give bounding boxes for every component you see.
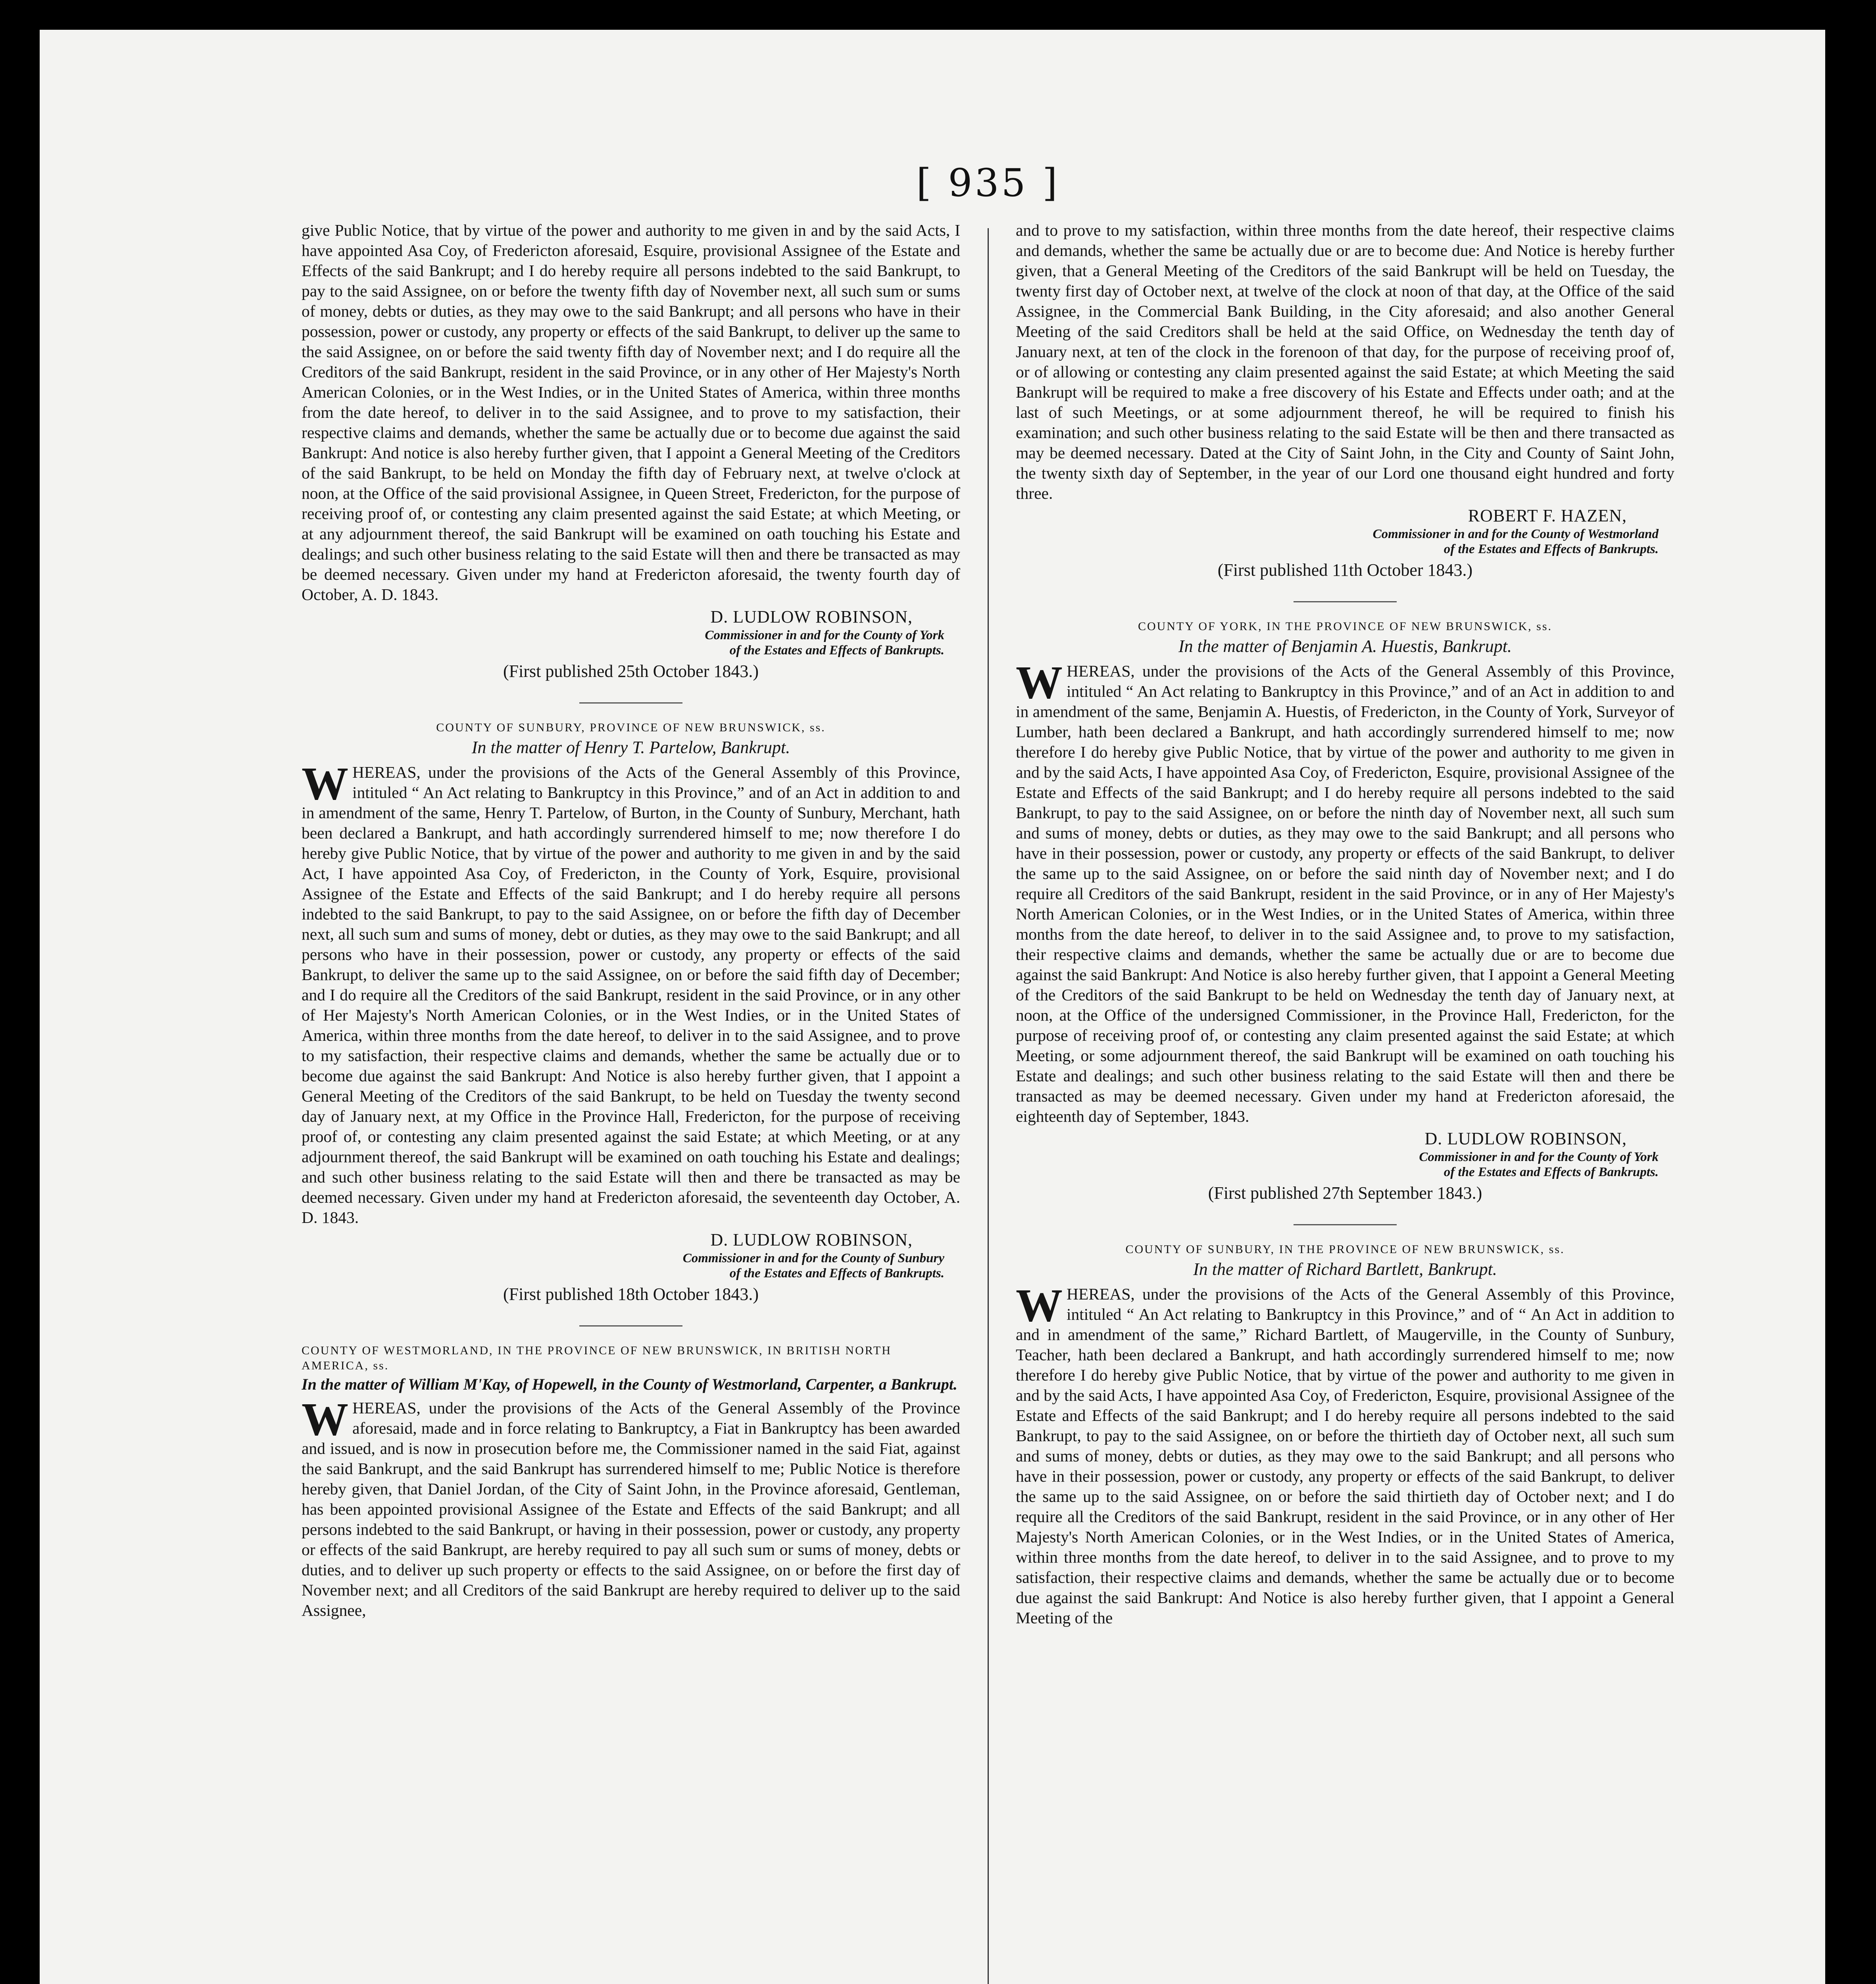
notice-body — [302, 1393, 960, 1621]
notice-body — [1016, 656, 1674, 1127]
notice-bartlett — [1016, 1242, 1674, 1628]
notice-robinson-york-continued — [302, 220, 960, 682]
publication-date: (First published 27th September 1843.) — [1208, 1183, 1482, 1203]
notice-text: HEREAS, under the provisions of the Acts of the General Assembly of this Province, intituled “ An Act relating to Bankruptcy in this Province,” and of an Act in addition to and in amendment of the same, Benjamin A. Huestis, of Fredericton, in the County of York, Surveyor of Lumber, hath been declared a Bankrupt, and hath accordingly surrendered himself to me; now therefore I do hereby give Public Notice, that by virtue of the power and authority to me given in and by the said Acts, I have appointed Asa Coy, of Fredericton, Esquire, provisional Assignee of the Estate and Effects of the said Bankrupt; and I do hereby require all persons indebted to the said Bankrupt, to pay to the said Assignee, on or before the ninth day of November next, all such sum and sums of money, debts or duties, as they may owe to the said Bankrupt; and all persons who have in their possession, power or custody, any property or effects of the said Bankrupt, to deliver the same up to the said Assignee, on or before the said ninth day of November next; and I do require all Creditors of the said Bankrupt, resident in the said Province, or in any of Her Majesty's North American Colonies, or in the West Indies, or in the United States of America, within three months from the date hereof, to deliver in to the said Assignee and, to prove to my satisfaction, their respective claims and demands, whether the same be actually due or are to become due against the said Bankrupt: And Notice is also hereby further given, that I appoint a General Meeting of the Creditors of the said Bankrupt to be held on Wednesday the tenth day of January next, at noon, at the Office of the undersigned Commissioner, in the Province Hall, Fredericton, for the purpose of receiving proof of, or contesting any claim presented against the said Estate; at which Meeting, or some adjournment thereof, the said Bankrupt will be examined on oath touching his Estate and dealings; and such other business relating to the said Estate will then and there be transacted as may be deemed necessary. Given under my hand at Fredericton aforesaid, the eighteenth day of September, 1843. — [1016, 662, 1674, 1125]
drop-cap: W — [1016, 1279, 1063, 1331]
notice-text: HEREAS, under the provisions of the Acts of the General Assembly of the Province aforesaid, made and in force relating to Bankruptcy, a Fiat in Bankruptcy has been awarded and issued, and is now in prosecution before me, the Commissioner named in the said Fiat, against the said Bankrupt, and the said Bankrupt has surrendered himself to me; Public Notice is therefore hereby given, that Daniel Jordan, of the City of Saint John, in the Province aforesaid, Gentleman, has been appointed provisional Assignee of the Estate and Effects of the said Bankrupt; and all persons indebted to the said Bankrupt, or having in their possession, power or custody, any property or effects of the said Bankrupt, are hereby required to pay all such sum or sums of money, debts or duties, and to deliver up such property or effects to the said Assignee, on or before the first day of November next; and all Creditors of the said Bankrupt are hereby required to deliver up to the said Assignee, — [302, 1399, 960, 1619]
separator-rule — [579, 1325, 682, 1327]
page-number: [ 935 ] — [916, 161, 1060, 205]
separator-rule — [1294, 1224, 1397, 1225]
signature-title: of the Estates and Effects of Bankrupts. — [729, 643, 944, 657]
page-content — [302, 161, 1674, 1984]
matter-heading: In the matter of Richard Bartlett, Bankrupt. — [1193, 1259, 1497, 1279]
publication-date: (First published 18th October 1843.) — [503, 1284, 759, 1304]
county-heading: COUNTY OF SUNBURY, PROVINCE OF NEW BRUNSWICK, ss. — [436, 721, 826, 734]
signature-title: of the Estates and Effects of Bankrupts. — [1444, 542, 1659, 556]
notice-partelow — [302, 720, 960, 1305]
separator-rule — [1294, 601, 1397, 602]
notice-huestis — [1016, 619, 1674, 1204]
notice-mckay-continued — [1016, 220, 1674, 581]
left-column — [302, 220, 960, 1984]
right-column — [1016, 220, 1674, 1984]
signature-title: Commissioner in and for the County of Westmorland — [1372, 527, 1659, 541]
notice-body — [302, 757, 960, 1228]
publication-date: (First published 11th October 1843.) — [1217, 560, 1473, 580]
matter-heading: In the matter of Henry T. Partelow, Bankrupt. — [471, 738, 790, 757]
signature-title: of the Estates and Effects of Bankrupts. — [1444, 1165, 1659, 1179]
signature: D. LUDLOW ROBINSON, — [710, 1230, 913, 1250]
gazette-page — [40, 30, 1825, 1984]
county-heading: COUNTY OF SUNBURY, IN THE PROVINCE OF NEW BRUNSWICK, ss. — [1125, 1243, 1565, 1256]
matter-heading: In the matter of Benjamin A. Huestis, Bankrupt. — [1178, 636, 1512, 656]
signature: D. LUDLOW ROBINSON, — [1424, 1129, 1627, 1148]
signature-title: Commissioner in and for the County of Sunbury — [682, 1251, 944, 1265]
drop-cap: W — [302, 1393, 348, 1445]
notice-body — [1016, 1279, 1674, 1628]
signature: D. LUDLOW ROBINSON, — [710, 607, 913, 627]
column-divider — [988, 228, 989, 1984]
signature-title: of the Estates and Effects of Bankrupts. — [729, 1266, 944, 1280]
county-heading: COUNTY OF YORK, IN THE PROVINCE OF NEW BRUNSWICK, ss. — [1138, 620, 1553, 633]
notice-body: and to prove to my satisfaction, within three months from the date hereof, their respective claims and demands, whether the same be actually due or are to become due: And Notice is hereby further given, that a General Meeting of the Creditors of the said Bankrupt will be held on Tuesday, the twenty first day of October next, at twelve of the clock at noon of that day, at the Office of the said Assignee, in the Commercial Bank Building, in the City aforesaid; and also another General Meeting of the said Creditors shall be held at the said Office, on Wednesday the tenth day of January next, at ten of the clock in the forenoon of that day, for the purpose of receiving proof of, or of allowing or contesting any claim presented against the said Estate; at which Meeting the said Bankrupt will be required to make a free discovery of his Estate and Effects under oath; and at the last of such Meetings, or at some adjournment thereof, he will be required to finish his examination; and such other business relating to the said Estate will be then and there transacted as may be deemed necessary. Dated at the City of Saint John, in the City and County of Saint John, the twenty sixth day of September, in the year of our Lord one thousand eight hundred and forty three. — [1016, 221, 1674, 502]
matter-heading: In the matter of William M'Kay, of Hopewell, in the County of Westmorland, Carpenter, a Bankrupt. — [302, 1375, 957, 1393]
notice-text: HEREAS, under the provisions of the Acts of the General Assembly of this Province, intituled “ An Act relating to Bankruptcy in this Province,” and of “ An Act in addition to and in amendment of the same,” Richard Bartlett, of Maugerville, in the County of Sunbury, Teacher, hath been declared a Bankrupt, and hath accordingly surrendered himself to me; now therefore I do hereby give Public Notice, that by virtue of the power and authority to me given in and by the said Acts, I have appointed Asa Coy, of Fredericton, Esquire, provisional Assignee of the Estate and Effects of the said Bankrupt; and I do hereby require all persons indebted to the said Bankrupt, to pay to the said Assignee, on or before the thirtieth day of October next, all such sum and sums of money, debts or duties, as they may owe to the said Bankrupt; and all persons who have in their possession, power or custody, any property or effects of the said Bankrupt, to deliver the same up to the said Assignee, on or before the said thirtieth day of October next; and I do require all the Creditors of the said Bankrupt, resident in the said Province, or in any other of Her Majesty's North American Colonies, or in the West Indies, or in the United States of America, within three months from the date hereof, to deliver in to the said Assignee, and to prove to my satisfaction, their respective claims and demands, whether the same be actually due or to become due against the said Bankrupt: And Notice is also hereby further given, that I appoint a General Meeting of the — [1016, 1285, 1674, 1627]
drop-cap: W — [302, 757, 348, 809]
notice-body: give Public Notice, that by virtue of the power and authority to me given in and by the said Acts, I have appointed Asa Coy, of Fredericton aforesaid, Esquire, provisional Assignee of the Estate and Effects of the said Bankrupt; and I do hereby require all persons indebted to the said Bankrupt, to pay to the said Assignee, on or before the twenty fifth day of November next, all such sum or sums of money, debts or duties, as they may owe to the said Bankrupt; and all persons who have in their possession, power or custody, any property or effects of the said Bankrupt, to deliver up the same to the said Assignee, on or before the said twenty fifth day of November next; and I do require all the Creditors of the said Bankrupt, resident in the said Province, or in any other of Her Majesty's North American Colonies, or in the West Indies, or in the United States of America, within three months from the date hereof, to deliver in to the said Assignee, and to prove to my satisfaction, their respective claims and demands, whether the same be actually due or to become due against the said Bankrupt: And notice is also hereby further given, that I appoint a General Meeting of the Creditors of the said Bankrupt, to be held on Monday the fifth day of February next, at twelve o'clock at noon, at the Office of the said provisional Assignee, in Queen Street, Fredericton, for the purpose of receiving proof of, or contesting any claim presented against the said Estate; at which Meeting, or at any adjournment thereof, the said Bankrupt will be examined on oath touching his Estate and dealings; and such other business relating to the said Estate will then and there be transacted as may be deemed necessary. Given under my hand at Fredericton aforesaid, the twenty fourth day of October, A. D. 1843. — [302, 221, 960, 604]
signature: ROBERT F. HAZEN, — [1468, 506, 1627, 525]
separator-rule — [579, 702, 682, 704]
signature-title: Commissioner in and for the County of York — [1419, 1150, 1659, 1164]
notice-text: HEREAS, under the provisions of the Acts of the General Assembly of this Province, intituled “ An Act relating to Bankruptcy in this Province,” and of an Act in addition to and in amendment of the same, Henry T. Partelow, of Burton, in the County of Sunbury, Merchant, hath been declared a Bankrupt, and hath accordingly surrendered himself to me; now therefore I do hereby give Public Notice, that by virtue of the power and authority to me given in and by the said Act, I have appointed Asa Coy, of Fredericton, in the County of York, Esquire, provisional Assignee of the Estate and Effects of the said Bankrupt; and I do hereby require all persons indebted to the said Bankrupt, to pay to the said Assignee, on or before the fifth day of December next, all such sum and sums of money, debt or duties, as they may owe to the said Bankrupt; and all persons who have in their possession, power or custody, any property or effects of the said Bankrupt, to deliver the same up to the said Assignee, on or before the said fifth day of December; and I do require all the Creditors of the said Bankrupt, resident in the said Province, or in any other of Her Majesty's North American Colonies, or in the West Indies, or in the United States of America, within three months from the date hereof, to deliver in to the said Assignee, and to prove to my satisfaction, their respective claims and demands, whether the same be actually due or to become due against the said Bankrupt: And Notice is also hereby further given, that I appoint a General Meeting of the Creditors of the said Bankrupt, to be held on Tuesday the twenty second day of January next, at my Office in the Province Hall, Fredericton, for the purpose of receiving proof of, or contesting any claim presented against the said Estate; at which Meeting, or at any adjournment thereof, the said Bankrupt will be examined on oath touching his Estate and dealings; and such other business relating to the said Estate will then and there be transacted as may be deemed necessary. Given under my hand at Fredericton aforesaid, the seventeenth day October, A. D. 1843. — [302, 763, 960, 1227]
notice-mckay — [302, 1343, 960, 1621]
publication-date: (First published 25th October 1843.) — [503, 661, 759, 681]
county-heading: COUNTY OF WESTMORLAND, IN THE PROVINCE OF NEW BRUNSWICK, IN BRITISH NORTH AMERICA, ss. — [302, 1344, 892, 1372]
signature-title: Commissioner in and for the County of York — [705, 628, 944, 642]
drop-cap: W — [1016, 656, 1063, 708]
